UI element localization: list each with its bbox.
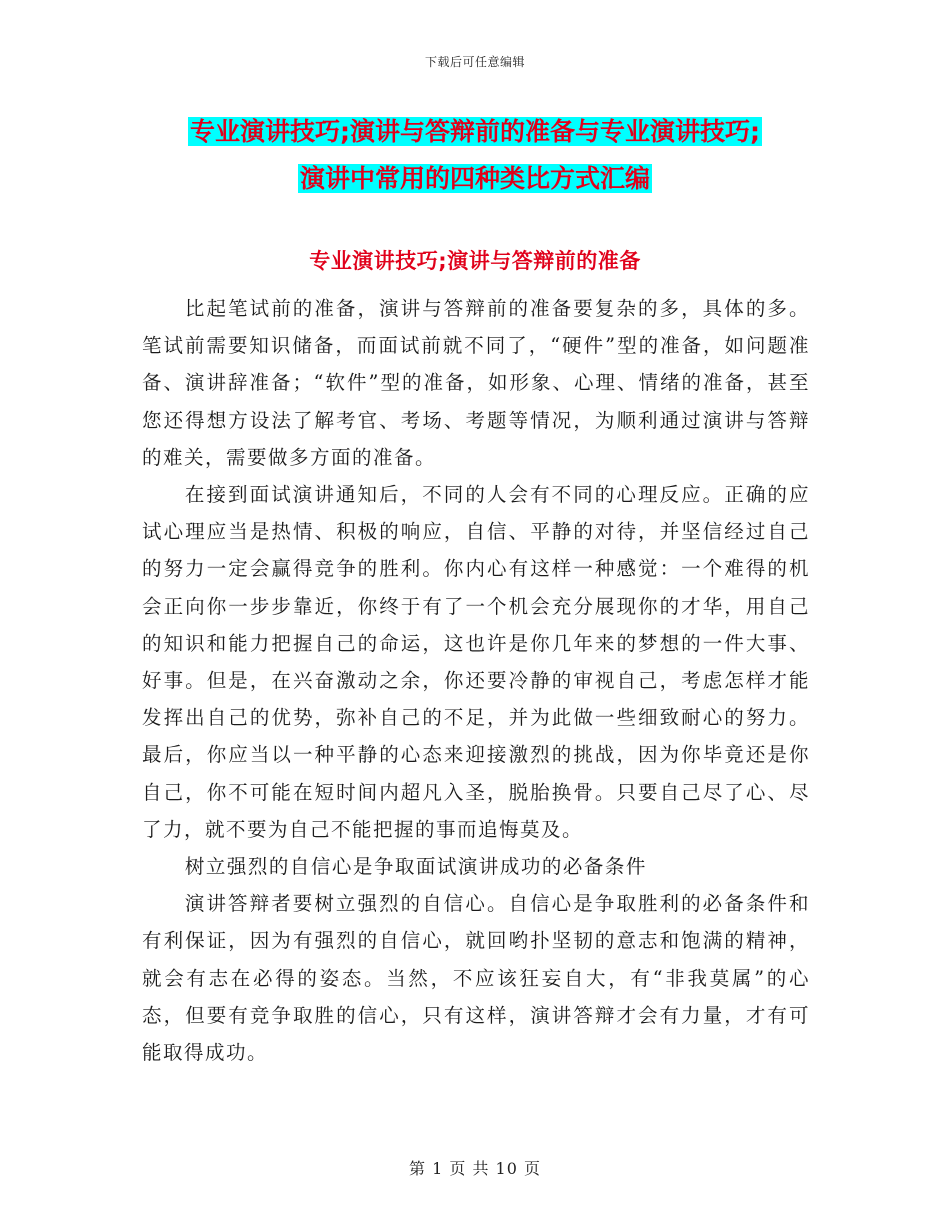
paragraph: 比起笔试前的准备，演讲与答辩前的准备要复杂的多，具体的多。笔试前需要知识储备，而面试前就不同了，“硬件”型的准备，如问题准备、演讲辞准备；“软件”型的准备，如形象、心理、情绪的准备，甚至您还得想方设法了解考官、考场、考题等情况，为顺利通过演讲与答辩的难关，需要做多方面的准备。 xyxy=(142,297,810,469)
header-note: 下载后可任意编辑 xyxy=(424,55,525,69)
section-heading: 专业演讲技巧;演讲与答辩前的准备 xyxy=(309,249,641,273)
page-number: 第 1 页 共 10 页 xyxy=(409,1159,541,1178)
title-line-2: 演讲中常用的四种类比方式汇编 xyxy=(299,164,650,193)
title-line-1: 专业演讲技巧;演讲与答辩前的准备与专业演讲技巧; xyxy=(190,117,760,146)
paragraph: 演讲答辩者要树立强烈的自信心。自信心是争取胜利的必备条件和有利保证，因为有强烈的自信心，就回哟扑坚韧的意志和饱满的精神，就会有志在必得的姿态。当然，不应该狂妄自大，有“非我莫属”的心态，但要有竞争取胜的信心，只有这样，演讲答辩才会有力量，才有可能取得成功。 xyxy=(142,892,810,1065)
document-title xyxy=(0,108,950,202)
paragraph-subheading: 树立强烈的自信心是争取面试演讲成功的必备条件 xyxy=(184,855,647,879)
body-text xyxy=(142,290,810,1071)
paragraph: 在接到面试演讲通知后，不同的人会有不同的心理反应。正确的应试心理应当是热情、积极的响应，自信、平静的对待，并坚信经过自己的努力一定会赢得竞争的胜利。你内心有这样一种感觉：一个难得的机会正向你一步步靠近，你终于有了一个机会充分展现你的才华，用自己的知识和能力把握自己的命运，这也许是你几年来的梦想的一件大事、好事。但是，在兴奋激动之余，你还要冷静的审视自己，考虑怎样才能发挥出自己的优势，弥补自己的不足，并为此做一些细致耐心的努力。最后，你应当以一种平静的心态来迎接激烈的挑战，因为你毕竟还是你自己，你不可能在短时间内超凡入圣，脱胎换骨。只要自己尽了心、尽了力，就不要为自己不能把握的事而追悔莫及。 xyxy=(142,483,810,841)
